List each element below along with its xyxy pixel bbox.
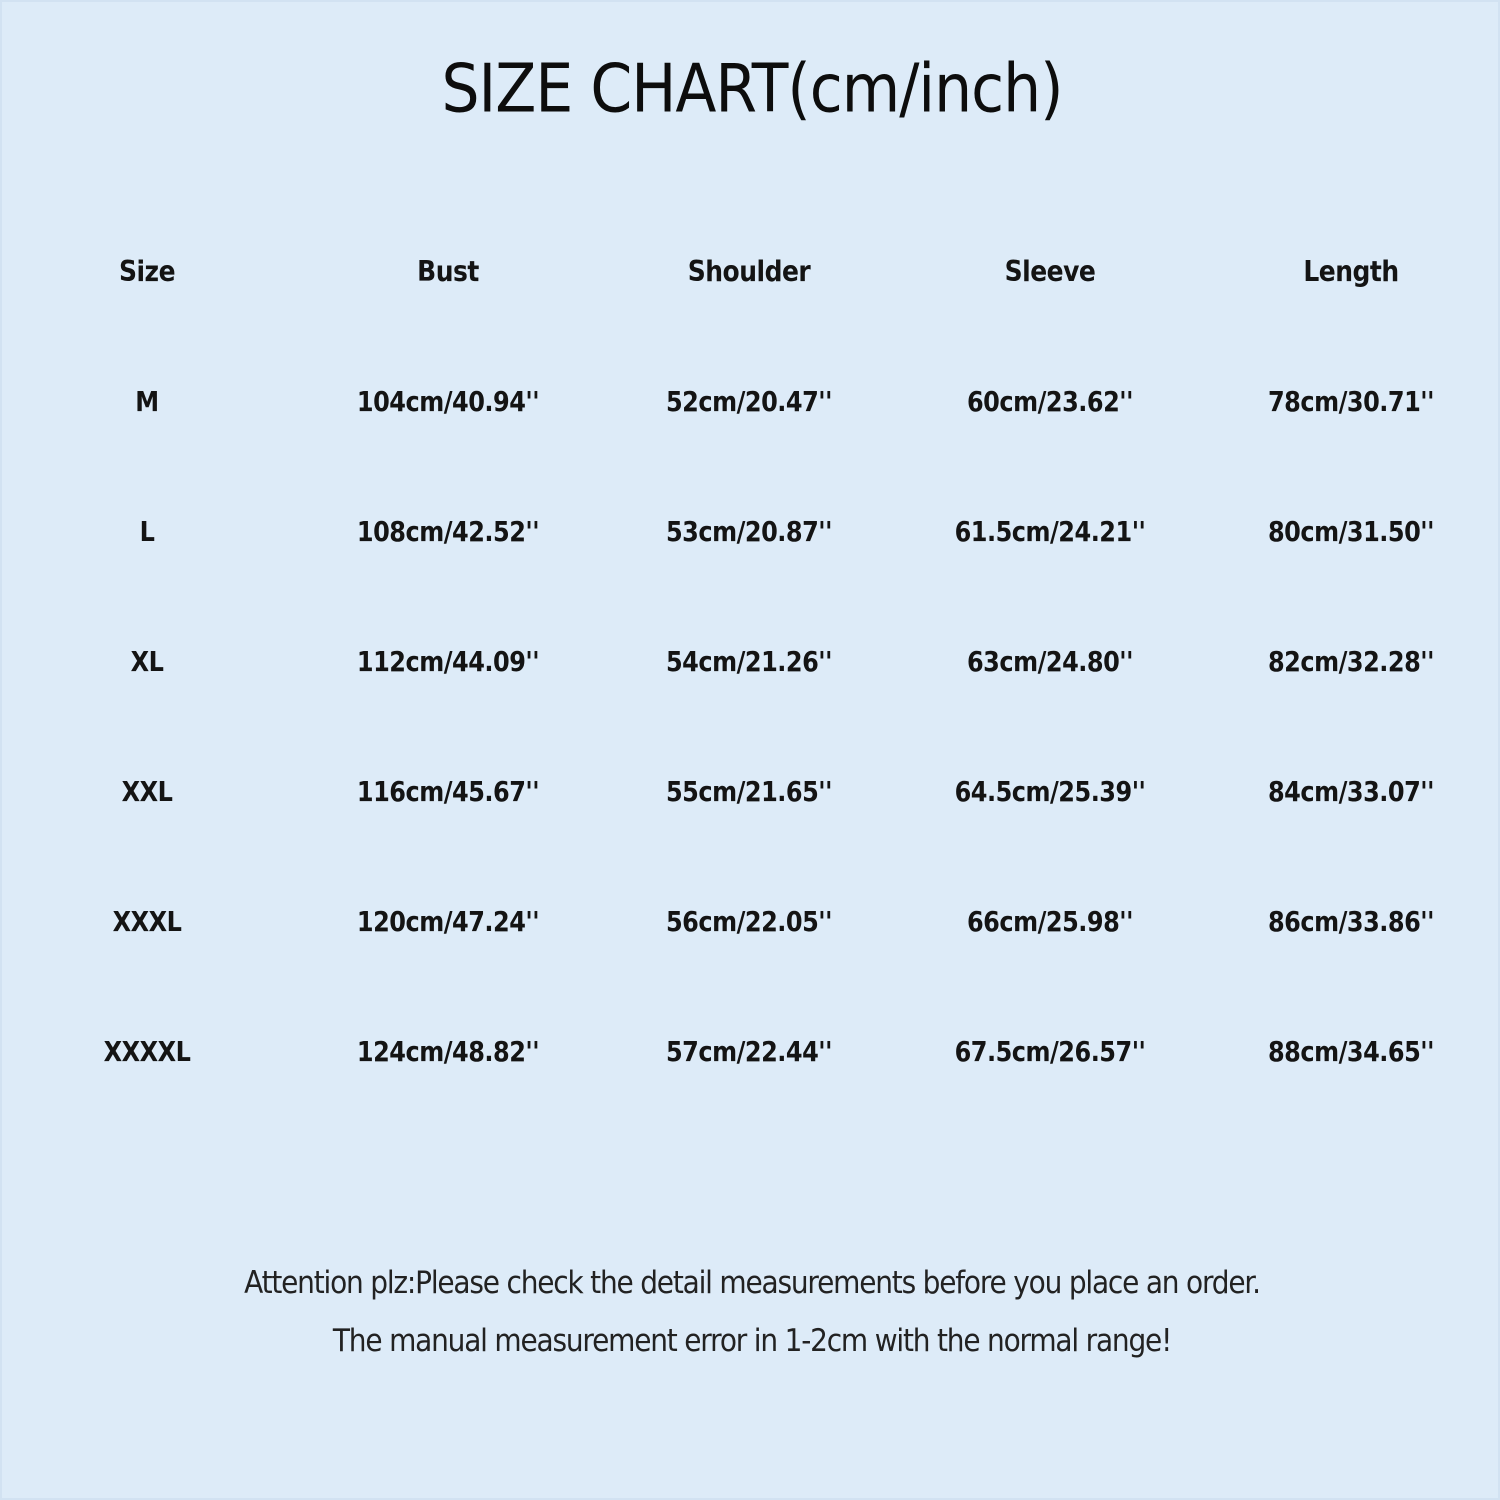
table-row <box>2 627 1500 757</box>
sleeve-cell: 61.5cm/24.21'' <box>954 515 1146 549</box>
shoulder-cell: 55cm/21.65'' <box>665 775 832 809</box>
shoulder-cell: 52cm/20.47'' <box>665 385 832 419</box>
table-row <box>2 497 1500 627</box>
sleeve-cell: 64.5cm/25.39'' <box>954 775 1146 809</box>
bust-cell: 124cm/48.82'' <box>356 1035 540 1069</box>
length-cell: 84cm/33.07'' <box>1267 775 1434 809</box>
sleeve-cell: 67.5cm/26.57'' <box>954 1035 1146 1069</box>
shoulder-cell: 57cm/22.44'' <box>665 1035 832 1069</box>
length-cell: 82cm/32.28'' <box>1267 645 1434 679</box>
table-row <box>2 367 1500 497</box>
length-cell: 78cm/30.71'' <box>1267 385 1434 419</box>
bust-cell: 116cm/45.67'' <box>356 775 540 809</box>
header-shoulder: Shoulder <box>687 254 811 289</box>
table-row <box>2 757 1500 887</box>
measurement-error-note-line: The manual measurement error in 1-2cm with the normal range! <box>332 1322 1172 1360</box>
table-row <box>2 1017 1500 1147</box>
header-size: Size <box>118 254 176 289</box>
length-cell: 80cm/31.50'' <box>1267 515 1434 549</box>
size-cell: L <box>139 515 155 549</box>
sleeve-cell: 66cm/25.98'' <box>966 905 1133 939</box>
size-cell: XXXL <box>112 905 182 939</box>
shoulder-cell: 56cm/22.05'' <box>665 905 832 939</box>
table-header-row <box>2 237 1500 367</box>
bust-cell: 108cm/42.52'' <box>356 515 540 549</box>
sleeve-cell: 60cm/23.62'' <box>966 385 1133 419</box>
length-cell: 88cm/34.65'' <box>1267 1035 1434 1069</box>
header-length: Length <box>1303 254 1399 289</box>
page-title: SIZE CHART(cm/inch) <box>441 49 1063 129</box>
size-cell: XL <box>130 645 164 679</box>
bust-cell: 120cm/47.24'' <box>356 905 540 939</box>
length-cell: 86cm/33.86'' <box>1267 905 1434 939</box>
shoulder-cell: 53cm/20.87'' <box>665 515 832 549</box>
shoulder-cell: 54cm/21.26'' <box>665 645 832 679</box>
size-cell: XXXXL <box>103 1035 191 1069</box>
table-row <box>2 887 1500 1017</box>
sleeve-cell: 63cm/24.80'' <box>966 645 1133 679</box>
header-bust: Bust <box>417 254 479 289</box>
attention-note-line: Attention plz:Please check the detail measurements before you place an order. <box>244 1263 1260 1301</box>
header-sleeve: Sleeve <box>1004 254 1096 289</box>
bust-cell: 112cm/44.09'' <box>356 645 540 679</box>
size-table <box>2 237 1500 1147</box>
size-cell: XXL <box>121 775 173 809</box>
attention-notes <box>2 1254 1500 1370</box>
size-cell: M <box>135 385 159 419</box>
bust-cell: 104cm/40.94'' <box>356 385 540 419</box>
